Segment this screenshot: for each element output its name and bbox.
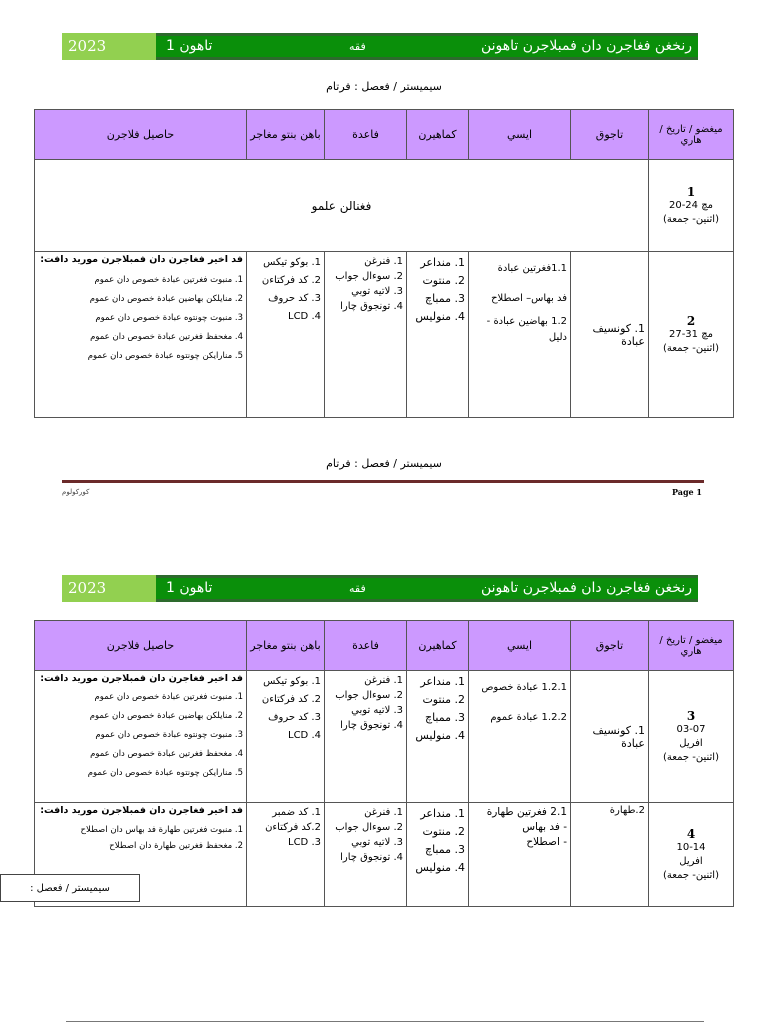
page1-banner <box>62 33 698 60</box>
banner-subject: فقه <box>349 40 366 53</box>
outcome-item: 1. منبوت فغرتين عبادة خصوص دان عموم <box>94 692 243 702</box>
page-number: Page 1 <box>671 487 702 497</box>
topic-label: 1. كونسيف عبادة <box>592 723 645 750</box>
header-skills: كماهيرن <box>407 621 469 671</box>
aid-item: 2. كد فركتاءن <box>261 694 321 705</box>
skill-item: 3. ممباچ <box>424 292 465 305</box>
content-cell <box>469 671 571 803</box>
outcome-title: فد اخير فغاجرن دان فمبلاجرن موريد دافت: <box>40 254 243 265</box>
skill-item: 1. منداعر <box>420 807 465 820</box>
week-days: (اثنين- جمعة) <box>663 751 719 763</box>
header-method: فاعدة <box>325 110 407 160</box>
footer-left-text: كوركولوم <box>62 488 90 496</box>
skill-item: 4. منوليس <box>415 861 465 874</box>
bottom-divider <box>66 1021 704 1022</box>
skill-item: 3. ممباچ <box>424 711 465 724</box>
banner-term: تاهون 1 <box>166 38 213 54</box>
outcome-cell <box>35 252 247 418</box>
method-item: 2. سوءال جواب <box>335 822 403 833</box>
method-item: 2. سوءال جواب <box>335 690 403 701</box>
outcome-title: فد اخير فغاجرن دان فمبلاجرن موريد دافت: <box>40 673 243 684</box>
method-item: 4. تونجوق چارا <box>340 301 403 312</box>
skill-item: 2. منتوت <box>422 825 465 838</box>
method-cell <box>325 671 407 803</box>
banner-term: تاهون 1 <box>166 580 213 596</box>
method-item: 3. لاتيه توبي <box>351 705 403 716</box>
table-row <box>35 252 734 418</box>
method-item: 1. فنرغن <box>364 675 403 686</box>
outcome-item: 2. مغحفظ فغرتين طهارة دان اصطلاح <box>109 841 243 851</box>
method-cell <box>325 252 407 418</box>
aid-item: 3. كد حروف <box>268 712 321 723</box>
method-item: 4. تونجوق چارا <box>340 720 403 731</box>
aids-cell <box>247 252 325 418</box>
banner-year: 2023 <box>62 575 156 602</box>
page1-schedule-table <box>34 109 734 418</box>
week-cell <box>649 252 734 418</box>
header-skills: كماهيرن <box>407 110 469 160</box>
week-dates: 20-24 مچ <box>668 199 714 211</box>
header-outcome: حاصيل فلاجرن <box>35 621 247 671</box>
content-cell <box>469 803 571 907</box>
method-item: 1. فنرغن <box>364 256 403 267</box>
topic-cell <box>571 252 649 418</box>
outcome-item: 5. منارايكن چونتوه عبادة خصوص دان عموم <box>87 351 243 361</box>
skills-cell <box>407 671 469 803</box>
aid-item: 3. كد حروف <box>268 293 321 304</box>
week-month: افريل <box>679 737 703 749</box>
table-row <box>35 160 734 252</box>
banner-subject: فقه <box>349 582 366 595</box>
week-days: (اثنين- جمعة) <box>663 342 719 354</box>
week-month: افريل <box>679 855 703 867</box>
header-aids: باهن بنتو مغاجر <box>247 110 325 160</box>
header-method: فاعدة <box>325 621 407 671</box>
outcome-item: 4. مغحفظ فغرتين عبادة خصوص دان عموم <box>90 749 243 759</box>
aids-cell <box>247 671 325 803</box>
outcome-item: 4. مغحفظ فغرتين عبادة خصوص دان عموم <box>90 332 243 342</box>
page2-banner <box>62 575 698 602</box>
aid-item: 1. بوكو تيكس <box>263 257 321 268</box>
skill-item: 2. منتوت <box>422 274 465 287</box>
week-number: 2 <box>686 313 696 328</box>
header-week: ميغضو / تاريخ / هاري <box>649 110 734 160</box>
content-item: - اصطلاح <box>526 836 567 848</box>
table-header-row <box>35 110 734 160</box>
header-topic: تاجوق <box>571 621 649 671</box>
topic-cell <box>571 671 649 803</box>
method-item: 3. لاتيه توبي <box>351 837 403 848</box>
header-content: ايسي <box>469 621 571 671</box>
week-days: (اثنين- جمعة) <box>663 869 719 881</box>
method-item: 2. سوءال جواب <box>335 271 403 282</box>
week-number: 3 <box>686 708 696 723</box>
skill-item: 1. منداعر <box>420 675 465 688</box>
skills-cell <box>407 252 469 418</box>
banner-year: 2023 <box>62 33 156 60</box>
content-item: - فد بهاس <box>522 821 567 833</box>
holiday-note: فغنالن علمو <box>35 160 649 252</box>
table-header-row <box>35 621 734 671</box>
outcome-item: 1. منبوت فغرتين طهارة فد بهاس دان اصطلاح <box>80 825 243 835</box>
header-week: ميغضو / تاريخ / هاري <box>649 621 734 671</box>
content-item: 1.2.1 عبادة خصوص <box>481 682 567 693</box>
semester-caption: سيميستر / فعصل : فرتام <box>326 457 442 470</box>
week-dates: 03-07 <box>676 723 706 735</box>
content-item: 1.2 بهاضين عبادة - دليل <box>486 316 567 343</box>
skill-item: 4. منوليس <box>415 729 465 742</box>
week-cell <box>649 160 734 252</box>
skill-item: 4. منوليس <box>415 310 465 323</box>
footer-divider <box>62 480 704 483</box>
outcome-item: 2. منايلكن بهاضين عبادة خصوص دان عموم <box>89 294 243 304</box>
aid-item: 1. كد ضمبر <box>272 807 321 818</box>
content-item: 1.1فغرتين عبادة <box>497 263 567 274</box>
outcome-item: 3. منبوت چونتوه عبادة خصوص دان عموم <box>95 730 243 740</box>
header-content: ايسي <box>469 110 571 160</box>
skill-item: 3. ممباچ <box>424 843 465 856</box>
outcome-item: 5. منارايكن چونتوه عبادة خصوص دان عموم <box>87 768 243 778</box>
outcome-item: 1. منبوت فغرتين عبادة خصوص دان عموم <box>94 275 243 285</box>
table-row <box>35 671 734 803</box>
aid-item: 4. LCD <box>288 311 321 322</box>
outcome-item: 3. منبوت چونتوه عبادة خصوص دان عموم <box>95 313 243 323</box>
aid-item: 4. LCD <box>288 730 321 741</box>
content-item: فد بهاس– اصطلاح <box>491 293 567 304</box>
header-topic: تاجوق <box>571 110 649 160</box>
semester-caption: سيميستر / فعصل : فرتام <box>326 80 442 93</box>
aid-item: 3. LCD <box>288 837 321 848</box>
outcome-item: 2. منايلكن بهاضين عبادة خصوص دان عموم <box>89 711 243 721</box>
method-cell <box>325 803 407 907</box>
aid-item: 1. بوكو تيكس <box>263 676 321 687</box>
topic-label: 1. كونسيف عبادة <box>592 321 645 348</box>
page2-schedule-table <box>34 620 734 907</box>
header-outcome: حاصيل فلاجرن <box>35 110 247 160</box>
week-dates: 27-31 مچ <box>668 328 714 340</box>
aids-cell <box>247 803 325 907</box>
week-cell <box>649 803 734 907</box>
skills-cell <box>407 803 469 907</box>
week-number: 1 <box>686 184 696 199</box>
method-item: 3. لاتيه توبي <box>351 286 403 297</box>
skill-item: 2. منتوت <box>422 693 465 706</box>
banner-title: رنخغن فغاجرن دان فمبلاجرن تاهونن <box>480 38 692 54</box>
aid-item: 2. كد فركتاءن <box>261 275 321 286</box>
week-cell <box>649 671 734 803</box>
floating-semester-caption: سيميستر / فعصل : <box>0 874 140 902</box>
week-number: 4 <box>686 826 696 841</box>
aid-item: 2.كد فركتاءن <box>265 822 321 833</box>
header-aids: باهن بنتو مغاجر <box>247 621 325 671</box>
method-item: 1. فنرغن <box>364 807 403 818</box>
week-days: (اثنين- جمعة) <box>663 213 719 225</box>
content-item: 2.1 فغرتين طهارة <box>486 806 567 818</box>
content-item: 1.2.2 عبادة عموم <box>490 712 567 723</box>
outcome-title: فد اخير فغاجرن دان فمبلاجرن موريد دافت: <box>40 805 243 816</box>
topic-label: 2.طهارة <box>609 805 645 816</box>
method-item: 4. تونجوق چارا <box>340 852 403 863</box>
content-cell <box>469 252 571 418</box>
topic-cell <box>571 803 649 907</box>
banner-title: رنخغن فغاجرن دان فمبلاجرن تاهونن <box>480 580 692 596</box>
week-dates: 10-14 <box>676 841 706 853</box>
outcome-cell <box>35 671 247 803</box>
skill-item: 1. منداعر <box>420 256 465 269</box>
